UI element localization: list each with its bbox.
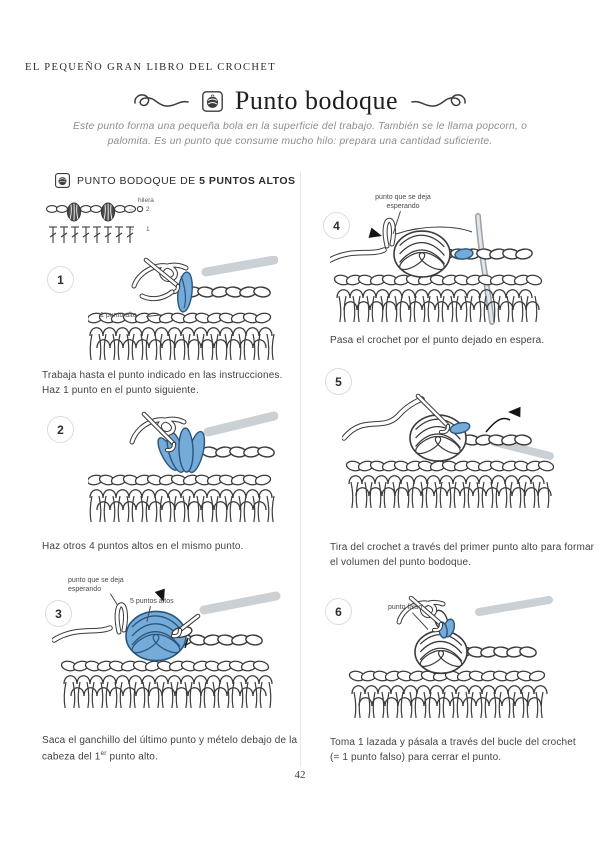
illustration-step-4 bbox=[330, 210, 545, 330]
caption-ordinal: er bbox=[100, 749, 107, 757]
intro-text: Este punto forma una pequeña bola en la superficie del trabajo. También se le llama popcorn, o palomita. Es un punto que consume mucho hilo: prepara una cantidad suficiente. bbox=[72, 121, 528, 148]
yarn-ball-icon bbox=[202, 91, 223, 112]
diagram-row1-arrow-icon: → bbox=[128, 226, 135, 233]
caption-text: Saca el ganchillo del último punto y mételo debajo de la cabeza del 1 bbox=[42, 735, 298, 762]
page-number: 42 bbox=[294, 769, 306, 781]
step-number: 2 bbox=[57, 422, 64, 437]
diagram-row2-number: 2 bbox=[146, 206, 150, 213]
book-title: EL PEQUEÑO GRAN LIBRO DEL CROCHET bbox=[25, 62, 277, 73]
flourish-swirl-icon bbox=[132, 90, 190, 112]
stitches-label: 5 puntos altos bbox=[130, 598, 174, 605]
diagram-row-label: hilera bbox=[138, 197, 154, 204]
step-number: 3 bbox=[55, 606, 62, 621]
step-number: 5 bbox=[335, 374, 342, 389]
section-title-regular: PUNTO BODOQUE DE bbox=[77, 174, 196, 187]
illustration-step-1 bbox=[88, 256, 278, 364]
step-caption: Toma 1 lazada y pásala a través del bucle del crochet (= 1 punto falso) para cerrar el punto. bbox=[330, 737, 576, 763]
step-caption: Pasa el crochet por el punto dejado en espera. bbox=[330, 335, 545, 346]
step-number-badge bbox=[47, 266, 74, 293]
step-number: 1 bbox=[57, 272, 64, 287]
diagram-row2-arrow-icon: ← bbox=[128, 206, 135, 213]
step-caption: Haz otros 4 puntos altos en el mismo punto. bbox=[42, 541, 244, 552]
stitch-label: 1 punto alto bbox=[100, 312, 137, 319]
caption-text: punto alto. bbox=[106, 750, 158, 762]
column-divider bbox=[300, 172, 301, 767]
chapter-title-row bbox=[0, 86, 600, 116]
illustration-step-2 bbox=[88, 406, 278, 538]
step-caption bbox=[42, 734, 302, 764]
step-number-badge bbox=[45, 600, 72, 627]
step-number-badge bbox=[325, 598, 352, 625]
step-number: 4 bbox=[333, 218, 340, 233]
section-title bbox=[77, 175, 296, 187]
step-caption: Tira del crochet a través del primer punto alto para formar el volumen del punto bodoque. bbox=[330, 542, 595, 568]
yarn-ball-icon bbox=[55, 173, 70, 188]
page-title: Punto bodoque bbox=[234, 86, 399, 115]
flourish-swirl-icon bbox=[410, 90, 468, 112]
false-stitch-label: punto falso bbox=[388, 604, 423, 611]
waiting-stitch-label: punto que se deja esperando bbox=[68, 577, 124, 594]
diagram-row1-number: 1 bbox=[146, 226, 150, 233]
step-number-badge bbox=[323, 212, 350, 239]
step-number-badge bbox=[47, 416, 74, 443]
illustration-step-5 bbox=[342, 392, 560, 516]
illustration-step-6 bbox=[345, 596, 555, 722]
step-number: 6 bbox=[335, 604, 342, 619]
waiting-stitch-label: punto que se deja esperando bbox=[375, 194, 431, 211]
step-caption: Trabaja hasta el punto indicado en las instrucciones. Haz 1 punto en el punto siguiente. bbox=[42, 370, 283, 396]
section-header bbox=[55, 173, 296, 188]
section-title-bold: 5 PUNTOS ALTOS bbox=[199, 174, 296, 187]
step-number-badge bbox=[325, 368, 352, 395]
